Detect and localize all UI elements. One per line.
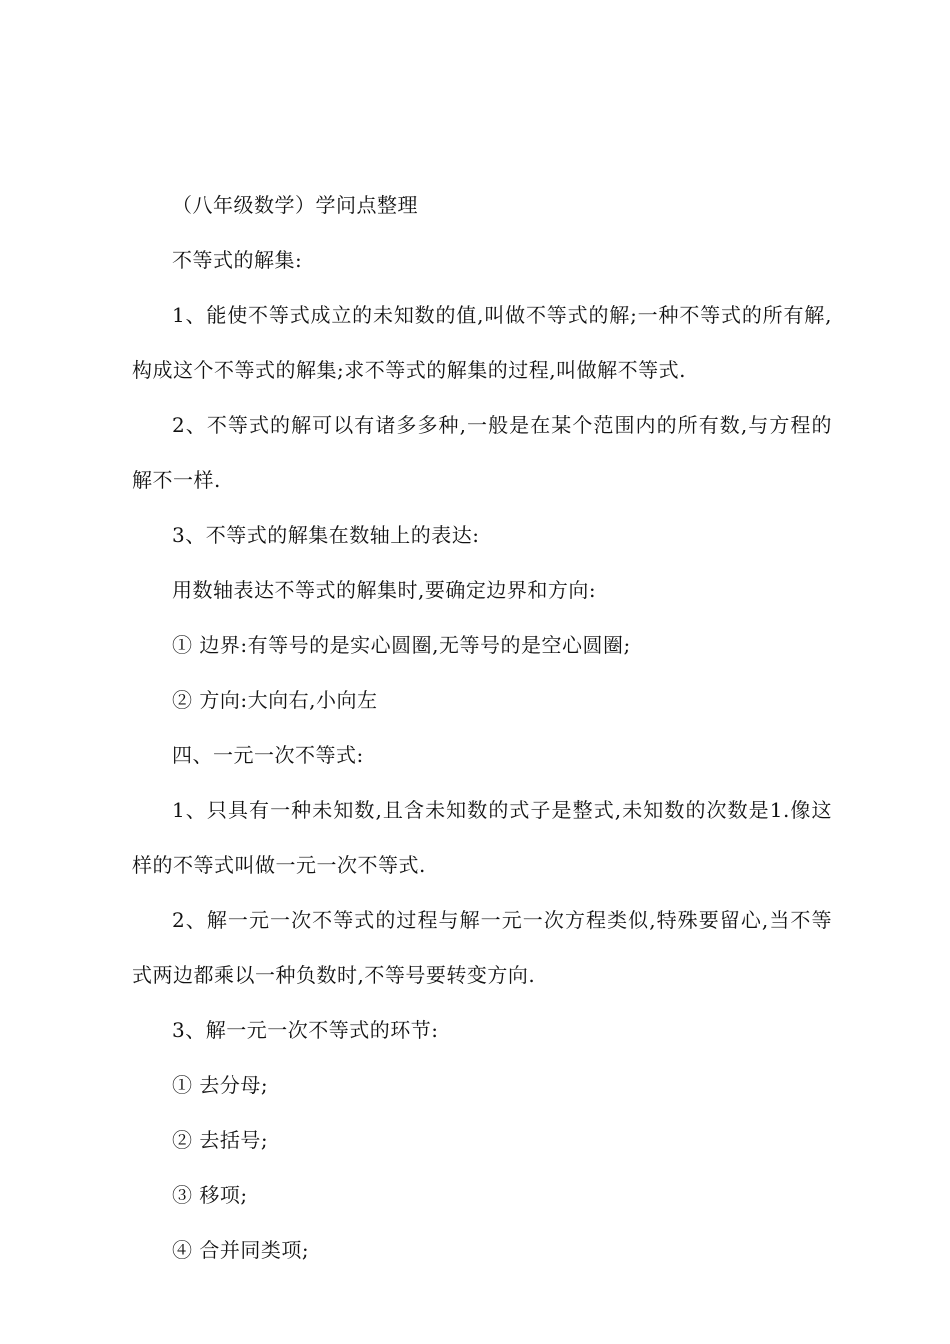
document-body — [132, 178, 832, 1278]
list-item-step-2: ② 去括号; — [172, 1128, 269, 1152]
list-item-direction: ② 方向:大向右,小向左 — [172, 688, 378, 712]
paragraph-linear-definition: 1、只具有一种未知数,且含未知数的式子是整式,未知数的次数是1.像这样的不等式叫做一元一次不等式. — [132, 798, 832, 877]
paragraph-number-line: 3、不等式的解集在数轴上的表达: — [172, 523, 480, 547]
document-title: （八年级数学）学问点整理 — [172, 193, 418, 217]
list-item-step-4: ④ 合并同类项; — [172, 1238, 310, 1262]
paragraph-solving-process: 2、解一元一次不等式的过程与解一元一次方程类似,特殊要留心,当不等式两边都乘以一种负数时,不等号要转变方向. — [132, 908, 832, 987]
section-heading-solution-set: 不等式的解集: — [172, 248, 303, 272]
list-item-step-1: ① 去分母; — [172, 1073, 269, 1097]
paragraph-definition: 1、能使不等式成立的未知数的值,叫做不等式的解;一种不等式的所有解,构成这个不等式的解集;求不等式的解集的过程,叫做解不等式. — [132, 303, 832, 382]
paragraph-steps-heading: 3、解一元一次不等式的环节: — [172, 1018, 439, 1042]
section-heading-linear-inequality: 四、一元一次不等式: — [172, 743, 364, 767]
list-item-step-3: ③ 移项; — [172, 1183, 248, 1207]
paragraph-many-solutions: 2、不等式的解可以有诸多多种,一般是在某个范围内的所有数,与方程的解不一样. — [132, 413, 832, 492]
list-item-boundary: ① 边界:有等号的是实心圆圈,无等号的是空心圆圈; — [172, 633, 631, 657]
paragraph-boundary-direction: 用数轴表达不等式的解集时,要确定边界和方向: — [172, 578, 597, 602]
